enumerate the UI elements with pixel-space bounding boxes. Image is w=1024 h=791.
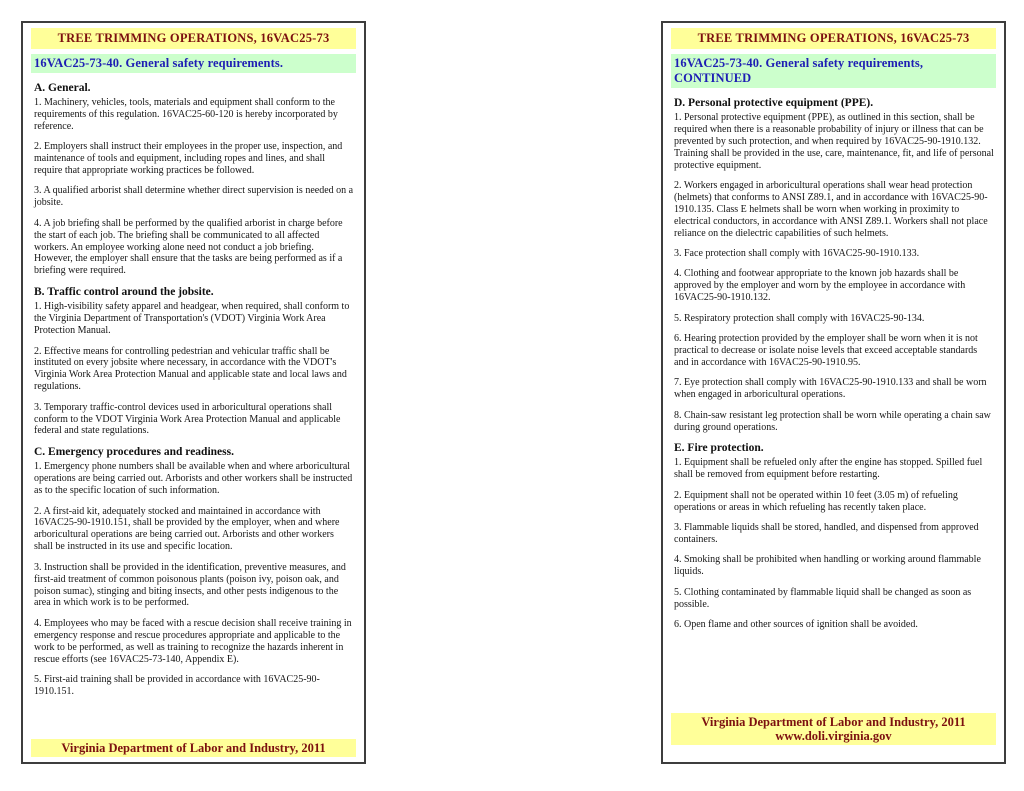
page-header-bar	[31, 28, 356, 49]
page-left	[21, 21, 366, 764]
page-footer-bar	[31, 739, 356, 757]
section-heading: D. Personal protective equipment (PPE).	[674, 97, 874, 109]
paragraph: 1. High-visibility safety apparel and headgear, when required, shall conform to the Virginia Department of Transportation's (VDOT) Virginia Work Area Protection Manual.	[34, 301, 350, 337]
paragraph: 1. Machinery, vehicles, tools, materials and equipment shall conform to the requirements of this regulation. 16VAC25-60-120 is hereby incorporated by reference.	[34, 97, 338, 132]
section-heading: A. General.	[34, 82, 91, 94]
paragraph: 2. Equipment shall not be operated within 10 feet (3.05 m) of refueling operations or areas in which refueling has recently taken place.	[674, 489, 958, 513]
page-header-bar	[671, 28, 996, 49]
paragraph: 5. Respiratory protection shall comply with 16VAC25-90-134.	[674, 312, 925, 324]
footer-line: Virginia Department of Labor and Industry, 2011	[701, 715, 966, 729]
paragraph: 7. Eye protection shall comply with 16VAC25-90-1910.133 and shall be worn when engaged in arboricultural operations.	[674, 377, 987, 401]
section-heading: B. Traffic control around the jobsite.	[34, 286, 214, 299]
footer-line: Virginia Department of Labor and Industry, 2011	[61, 741, 326, 755]
paragraph: 3. Flammable liquids shall be stored, handled, and dispensed from approved containers.	[674, 522, 979, 545]
paragraph: 4. Smoking shall be prohibited when handling or working around flammable liquids.	[674, 554, 981, 578]
section-title: 16VAC25-73-40. General safety requirements, CONTINUED	[674, 56, 924, 85]
page-header-title: TREE TRIMMING OPERATIONS, 16VAC25-73	[57, 31, 330, 45]
paragraph: 5. Clothing contaminated by flammable liquid shall be changed as soon as possible.	[674, 586, 972, 610]
section-heading: E. Fire protection.	[674, 442, 764, 455]
paragraph: 3. Face protection shall comply with 16VAC25-90-1910.133.	[674, 248, 920, 260]
section-heading: C. Emergency procedures and readiness.	[34, 446, 234, 459]
paragraph: 4. Clothing and footwear appropriate to the known job hazards shall be approved by the employer and worn by the employee in accordance with 16VAC25-90-1910.132.	[674, 268, 966, 304]
footer-line: www.doli.virginia.gov	[775, 729, 892, 743]
paragraph: 2. Workers engaged in arboricultural operations shall wear head protection (helmets) that conforms to ANSI Z89.1, and in accordance with 16VAC25-90-1910.135. Class E helmets shall be worn when working in proximity to electrical conductors, in accordance with ANSI Z89.1. Workers shall not place reliance on the dielectric capabilities of such helmets.	[674, 180, 988, 239]
paragraph: 8. Chain-saw resistant leg protection shall be worn while operating a chain saw during ground operations.	[674, 409, 991, 433]
section-title-bar	[671, 54, 996, 88]
paragraph: 2. Effective means for controlling pedestrian and vehicular traffic shall be instituted on every jobsite where necessary, in accordance with the VDOT's Virginia Work Area Protection Manual and applicable state and local laws and regulations.	[34, 345, 347, 393]
paragraph: 6. Open flame and other sources of ignition shall be avoided.	[674, 619, 918, 630]
page-header-title: TREE TRIMMING OPERATIONS, 16VAC25-73	[697, 31, 970, 45]
paragraph: 4. A job briefing shall be performed by the qualified arborist in charge before the start of each job. The briefing shall be communicated to all affected workers. An employee working alone need not conduct a job briefing. However, the employer shall ensure that the tasks are being performed as if a briefing were required.	[34, 217, 343, 277]
page-body	[34, 82, 354, 698]
paragraph: 1. Equipment shall be refueled only after the engine has stopped. Spilled fuel shall be removed from equipment before restarting.	[674, 457, 983, 481]
paragraph: 3. A qualified arborist shall determine whether direct supervision is needed on a jobsite.	[34, 185, 354, 209]
paragraph: 2. A first-aid kit, adequately stocked and maintained in accordance with 16VAC25-90-1910.151, shall be provided by the employer, when and where arboricultural operations are being carried out. Arborists and other workers shall be instructed in its use and specific location.	[34, 505, 340, 553]
section-title-bar	[31, 54, 356, 73]
paragraph: 3. Instruction shall be provided in the identification, preventive measures, and first-aid treatment of common poisonous plants (poison ivy, poison oak, and poison sumac), stinging and biting insects, and other pests indigenous to the area in which work is to be performed.	[34, 561, 346, 609]
paragraph: 6. Hearing protection provided by the employer shall be worn when it is not practical to decrease or isolate noise levels that exceed acceptable standards and in accordance with 16VAC25-90-1910.95.	[674, 333, 978, 368]
page-body	[674, 97, 994, 631]
paragraph: 2. Employers shall instruct their employees in the proper use, inspection, and maintenance of tools and equipment, including ropes and lines, and shall require that appropriate working practices be followed.	[34, 141, 343, 177]
paragraph: 1. Emergency phone numbers shall be available when and where arboricultural operations are being carried out. Arborists and other workers shall be instructed as to the specific location of such information.	[34, 461, 353, 497]
paragraph: 3. Temporary traffic-control devices used in arboricultural operations shall conform to the VDOT Virginia Work Area Protection Manual and applicable federal and state regulations.	[34, 401, 341, 437]
paragraph: 5. First-aid training shall be provided in accordance with 16VAC25-90-1910.151.	[34, 673, 320, 697]
page-right	[661, 21, 1006, 764]
section-title: 16VAC25-73-40. General safety requirements.	[34, 56, 284, 70]
page-footer-bar	[671, 713, 996, 745]
paragraph: 1. Personal protective equipment (PPE), as outlined in this section, shall be required when there is a reasonable probability of injury or illness that can be prevented by such protection, and when required by 16VAC25-90-1910.132. Training shall be provided in the use, care, maintenance, fit, and life of personal protective equipment.	[674, 112, 994, 171]
paragraph: 4. Employees who may be faced with a rescue decision shall receive training in emergency response and rescue procedures appropriate and applicable to the work to be performed, as well as training to recognize the hazards inherent in rescue efforts (see 16VAC25-73-140, Appendix E).	[34, 617, 352, 665]
